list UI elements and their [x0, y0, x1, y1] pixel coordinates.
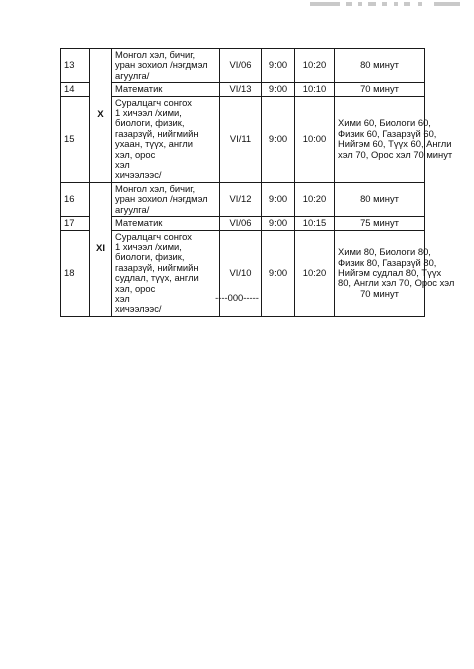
duration-cell: 75 минут — [335, 217, 425, 230]
subject-cell: Математик — [112, 83, 220, 96]
table-row — [61, 83, 425, 96]
end-time-cell: 10:00 — [295, 96, 335, 182]
exam-schedule-table — [60, 48, 455, 317]
duration-cell: Хими 60, Биологи 60, Физик 60, Газарзүй 60, Нийгэм 60, Түүх 60, Англи хэл 70, Орос хэл 70 минут — [335, 96, 425, 182]
date-cell: VI/10 — [220, 230, 262, 316]
duration-cell: 80 минут — [335, 49, 425, 83]
subject-cell: Монгол хэл, бичиг, уран зохиол /нэгдмэл агуулга/ — [112, 49, 220, 83]
table-row — [61, 96, 425, 182]
end-time-cell: 10:20 — [295, 49, 335, 83]
table-row — [61, 182, 425, 216]
date-cell: VI/11 — [220, 96, 262, 182]
start-time-cell: 9:00 — [262, 230, 295, 316]
subject-cell: Суралцагч сонгох 1 хичээл /хими, биологи, физик, газарзүй, нийгмийн судлал, түүх, англи хэл, орос хэл хичээлээс/ — [112, 230, 220, 316]
row-number: 16 — [61, 182, 90, 216]
start-time-cell: 9:00 — [262, 182, 295, 216]
table-row — [61, 49, 425, 83]
scan-artifact — [310, 2, 460, 8]
row-number: 13 — [61, 49, 90, 83]
row-number: 17 — [61, 217, 90, 230]
end-time-cell: 10:15 — [295, 217, 335, 230]
row-number: 14 — [61, 83, 90, 96]
subject-cell: Суралцагч сонгох 1 хичээл /хими, биологи, физик, газарзүй, нийгмийн ухаан, түүх, англи хэл, орос хэл хичээлээс/ — [112, 96, 220, 182]
date-cell: VI/06 — [220, 49, 262, 83]
start-time-cell: 9:00 — [262, 83, 295, 96]
end-of-document-mark: ----000----- — [215, 292, 259, 303]
duration-cell: Хими 80, Биологи 80, Физик 80, Газарзүй 80, Нийгэм судлал 80, Түүх 80, Англи хэл 70, Орос хэл 70 минут — [335, 230, 425, 316]
date-cell: VI/06 — [220, 217, 262, 230]
subject-cell: Монгол хэл, бичиг, уран зохиол /нэгдмэл агуулга/ — [112, 182, 220, 216]
end-time-cell: 10:10 — [295, 83, 335, 96]
grade-label: X — [90, 49, 112, 183]
start-time-cell: 9:00 — [262, 49, 295, 83]
start-time-cell: 9:00 — [262, 96, 295, 182]
row-number: 18 — [61, 230, 90, 316]
end-time-cell: 10:20 — [295, 182, 335, 216]
row-number: 15 — [61, 96, 90, 182]
table-row — [61, 230, 425, 316]
duration-cell: 80 минут — [335, 182, 425, 216]
grade-label: XI — [90, 182, 112, 316]
table-row — [61, 217, 425, 230]
date-cell: VI/13 — [220, 83, 262, 96]
date-cell: VI/12 — [220, 182, 262, 216]
end-time-cell: 10:20 — [295, 230, 335, 316]
duration-cell: 70 минут — [335, 83, 425, 96]
subject-cell: Математик — [112, 217, 220, 230]
start-time-cell: 9:00 — [262, 217, 295, 230]
